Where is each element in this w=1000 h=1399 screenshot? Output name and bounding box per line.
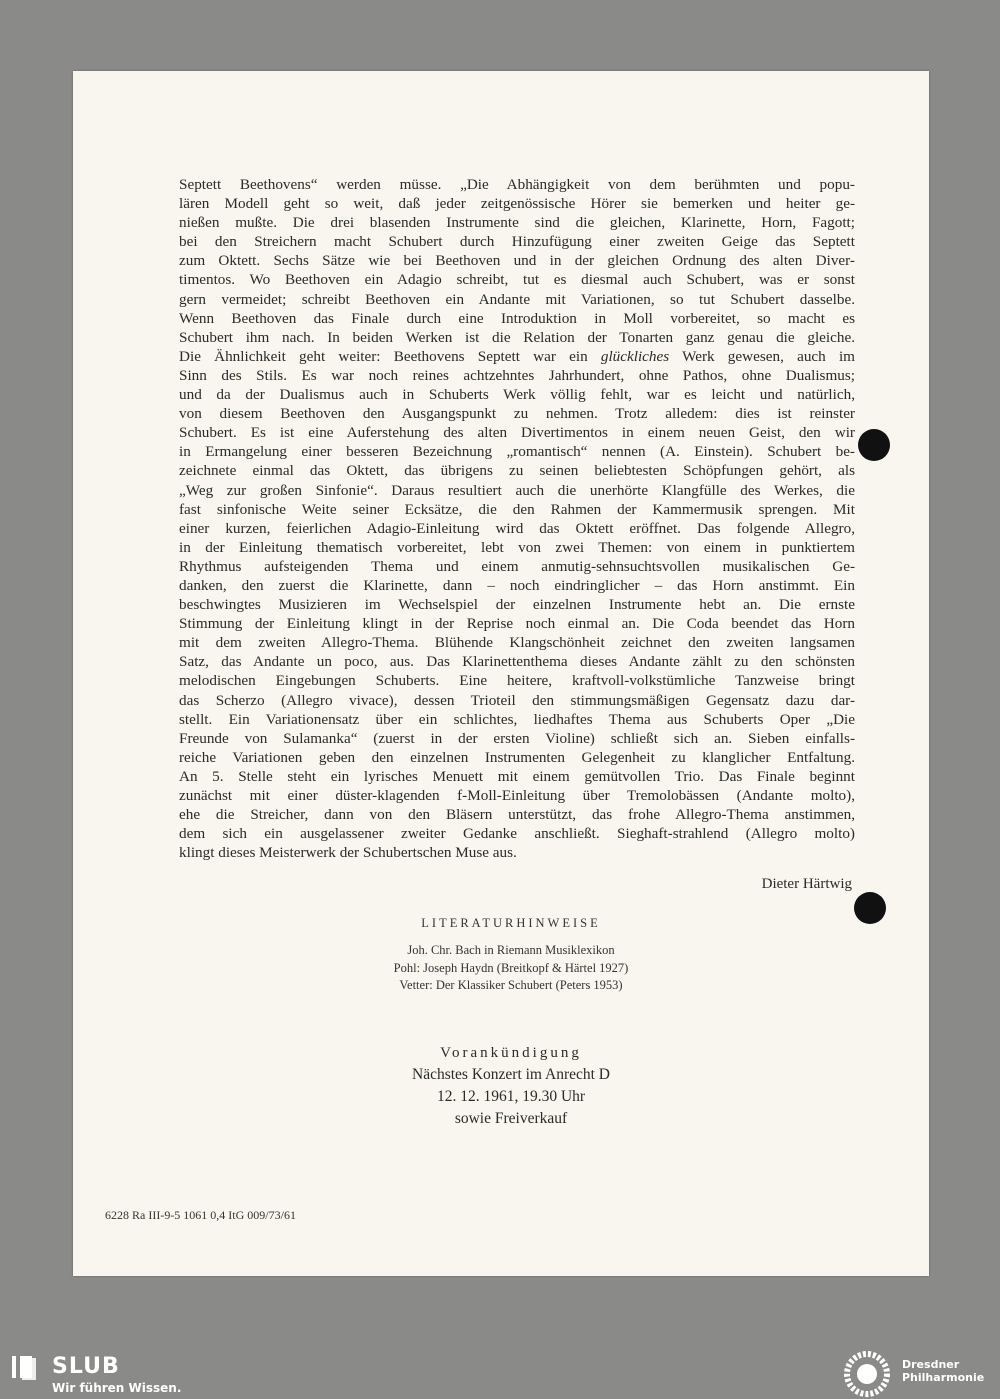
philharmonie-name-line: Philharmonie [902, 1371, 985, 1384]
punch-hole [858, 429, 890, 461]
article-line: zum Oktett. Sechs Sätze wie bei Beethoven und in der gleichen Ordnung des alten Diver- [179, 252, 855, 270]
article-line: dem sich ein ausgelassener zweiter Gedanke anschließt. Sieghaft-strahlend (Allegro molto) [179, 825, 855, 843]
article-text: Die Ähnlichkeit geht weiter: Beethovens Septett war ein [179, 347, 601, 365]
article-text: Werk gewesen, auch im [669, 347, 855, 365]
article-line: ehe die Streicher, dann von den Bläsern unterstützt, das frohe Allegro-Thema anstimmen, [179, 806, 855, 824]
article-line: timentos. Wo Beethoven ein Adagio schreibt, tut es diesmal auch Schubert, was er sonst [179, 271, 855, 289]
literature-heading: LITERATURHINWEISE [421, 916, 601, 930]
article-line: zunächst mit einer düster-klagenden f-Moll-Einleitung über Tremolobässen (Andante molto), [179, 787, 855, 804]
article-line: mit dem zweiten Allegro-Thema. Blühende Klangschönheit zeichnet den zweiten langsamen [179, 634, 855, 652]
article-line: Stimmung der Einleitung klingt in der Reprise noch einmal an. Die Coda beendet das Horn [179, 615, 855, 633]
document-page [73, 71, 929, 1276]
article-line: reiche Variationen geben den einzelnen Instrumenten Gelegenheit zu klanglicher Entfaltung. [179, 748, 855, 766]
announcement-line: sowie Freiverkauf [454, 1110, 568, 1127]
article-line: gern vermeidet; schreibt Beethoven ein Andante mit Variationen, so tut Schubert dasselbe. [179, 290, 855, 308]
article-line: stellt. Ein Variationensatz über ein schlichtes, liedhaftes Thema aus Schuberts Oper „Die [179, 710, 855, 728]
literature-item: Pohl: Joseph Haydn (Breitkopf & Härtel 1927) [393, 960, 629, 975]
literature-item: Vetter: Der Klassiker Schubert (Peters 1953) [399, 978, 623, 992]
philharmonie-name [902, 1358, 984, 1384]
announcement-line: Nächstes Konzert im Anrecht D [412, 1066, 610, 1083]
announcement [73, 1045, 949, 1130]
philharmonie-name-line: Dresdner [902, 1358, 960, 1371]
article-line: einer kurzen, feierlichen Adagio-Einleitung wird das Oktett eröffnet. Das folgende Allegro, [179, 519, 855, 537]
literature-item: Joh. Chr. Bach in Riemann Musiklexikon [407, 943, 615, 957]
slub-name: SLUB [52, 1354, 120, 1379]
article-line: melodischen Eingebungen Schuberts. Eine heitere, kraftvoll-volkstümliche Tanzweise bringt [179, 672, 855, 690]
article-line: nießen mußte. Die drei blasenden Instrumente sind die gleichen, Klarinette, Horn, Fagott; [179, 214, 855, 232]
article-line [179, 347, 855, 366]
article-line: Freunde von Sulamanka“ (zuerst in der ersten Violine) schließt sich an. Sieben einfalls- [179, 729, 855, 747]
article-line: beschwingtes Musizieren im Wechselspiel der einzelnen Instrumente hebt an. Die ernste [179, 596, 855, 614]
philharmonie-logo-icon [842, 1351, 892, 1397]
literature-list [73, 942, 949, 995]
article-line: danken, den zuerst die Klarinette, dann – noch eindringlicher – das Horn anstimmt. Ein [179, 576, 855, 594]
announcement-heading: Vorankündigung [440, 1045, 582, 1061]
article-line: bei den Streichern macht Schubert durch Hinzufügung einer zweiten Geige das Septett [179, 233, 855, 251]
article-line: klingt dieses Meisterwerk der Schubertschen Muse aus. [179, 844, 517, 862]
article-line: Satz, das Andante un poco, aus. Das Klarinettenthema dieses Andante zählt zu den schönsten [179, 653, 855, 671]
article-line: Septett Beethovens“ werden müsse. „Die Abhängigkeit von dem berühmten und popu- [179, 176, 855, 193]
article-line: Rhythmus aufsteigenden Thema und einem anmutig-sehnsuchtsvollen musikalischen Ge- [179, 557, 855, 575]
emphasis-text: glückliches [600, 347, 670, 365]
author-signature: Dieter Härtwig [761, 876, 852, 892]
article-line: „Weg zur großen Sinfonie“. Daraus resultiert auch die unerhörte Klangfülle des Werkes, die [179, 481, 855, 499]
article-line: in der Einleitung thematisch vorbereitet, lebt von zwei Themen: von einem in punktiertem [179, 538, 855, 556]
slub-logo-icon [12, 1354, 38, 1380]
article-line: zeichnete einmal das Oktett, das übrigens zu seinen beliebtesten Schöpfungen gehört, als [179, 462, 855, 480]
announcement-line: 12. 12. 1961, 19.30 Uhr [436, 1088, 586, 1105]
article-line: An 5. Stelle steht ein lyrisches Menuett mit einem gemütvollen Trio. Das Finale beginnt [179, 767, 855, 785]
slub-tagline: Wir führen Wissen. [52, 1381, 182, 1395]
print-imprint: 6228 Ra III-9-5 1061 0,4 ItG 009/73/61 [105, 1208, 296, 1222]
article-line: von diesem Beethoven den Ausgangspunkt zu nehmen. Trotz alledem: dies ist reinster [179, 405, 855, 423]
article-line: das Scherzo (Allegro vivace), dessen Trioteil den stimmungsmäßigen Gegensatz dazu dar- [179, 691, 855, 709]
article-line: Wenn Beethoven das Finale durch eine Introduktion in Moll vorbereitet, so macht es [179, 309, 855, 327]
article-line: lären Modell geht so weit, daß jeder zeitgenössische Hörer sie bemerken und heiter ge- [179, 195, 855, 213]
article-line: in Ermangelung einer besseren Bezeichnung „romantisch“ nennen (A. Einstein). Schubert be- [179, 443, 855, 461]
article-line: und da der Dualismus auch in Schuberts Werk völlig fehlt, war es leicht und natürlich, [179, 386, 855, 404]
article-line: fast sinfonische Weite seiner Ecksätze, die den Rahmen der Kammermusik sprengen. Mit [179, 500, 855, 518]
article-body [179, 175, 855, 862]
article-line: Schubert ihm nach. In beiden Werken ist die Relation der Tonarten ganz genau die gleiche. [179, 328, 855, 346]
article-line: Sinn des Stils. Es war noch reines achtzehntes Jahrhundert, ohne Pathos, ohne Dualismus; [179, 366, 855, 384]
footer-bar [0, 1348, 1000, 1399]
article-line: Schubert. Es ist eine Auferstehung des alten Divertimentos in einem neuen Geist, den wir [179, 424, 855, 442]
